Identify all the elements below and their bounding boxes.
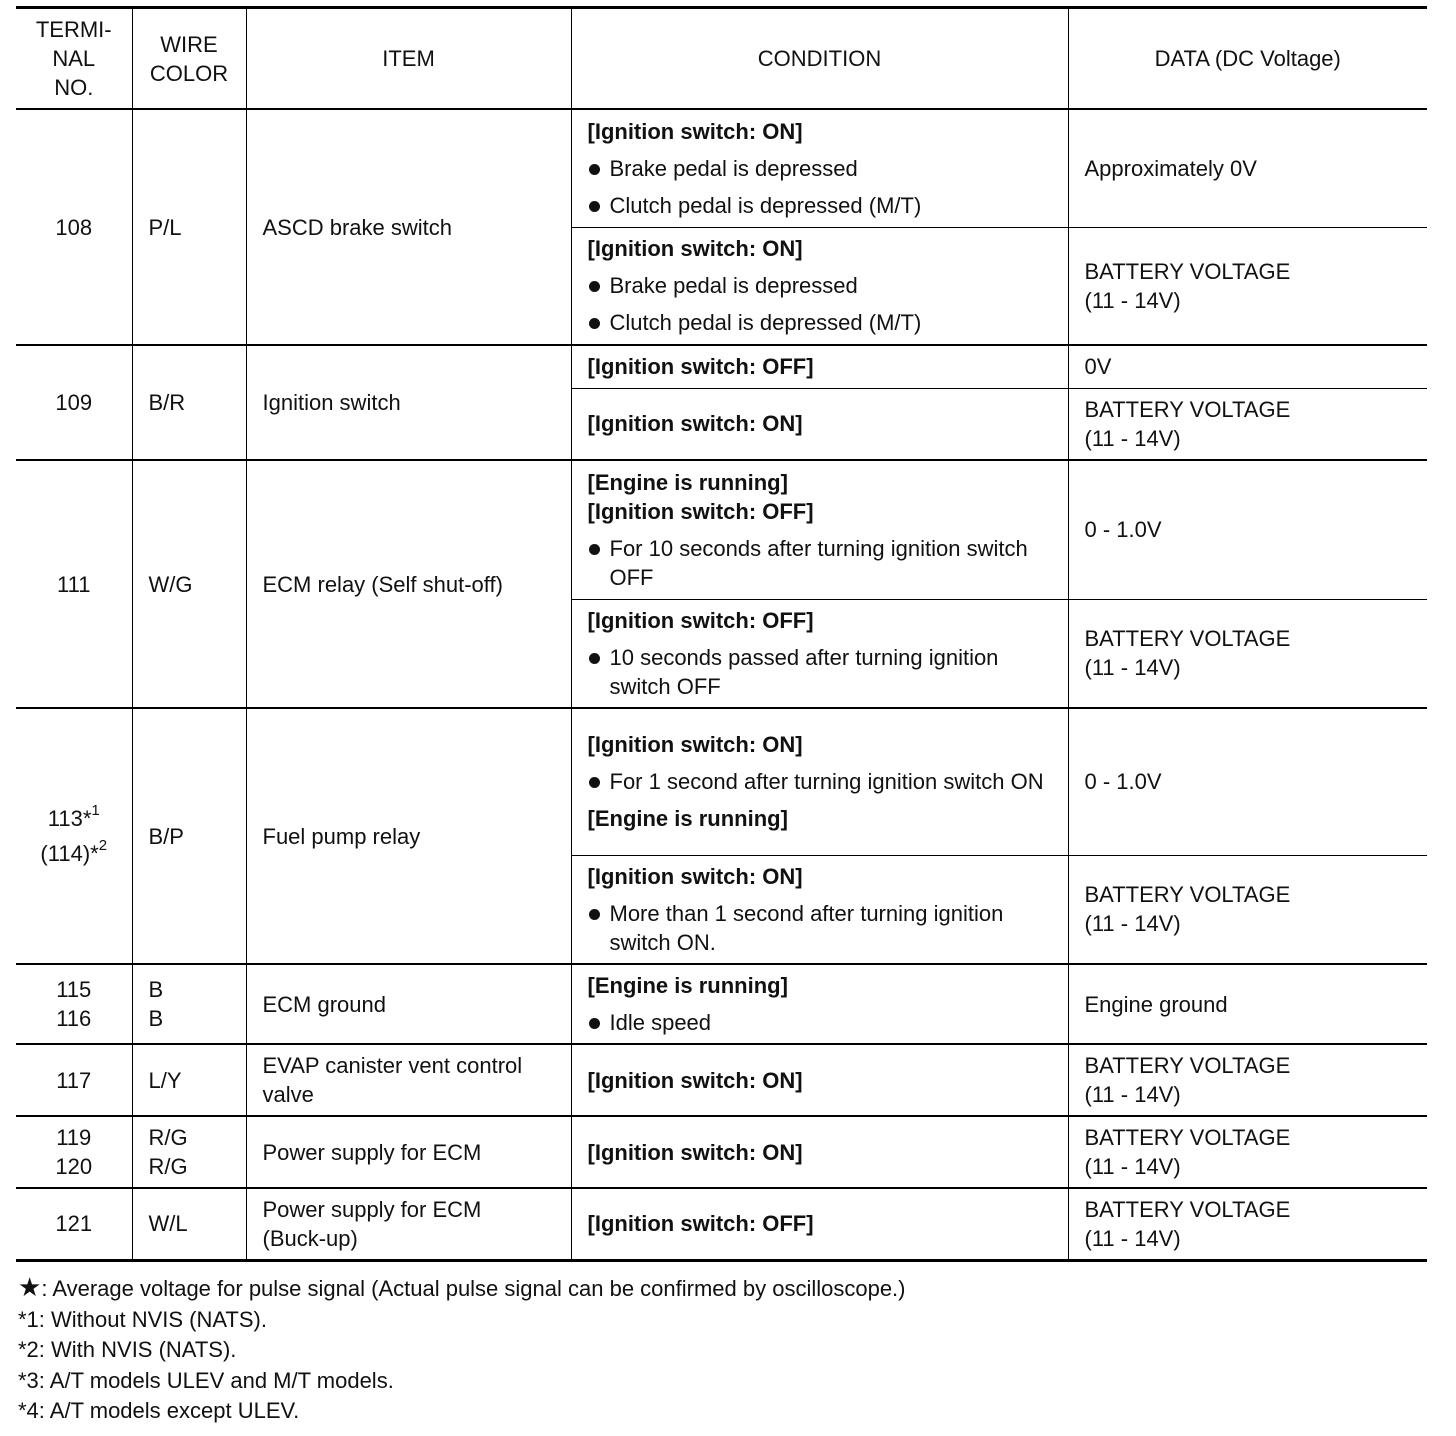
terminal-no: 108 [16, 109, 132, 345]
data-line: (11 - 14V) [1084, 1225, 1181, 1251]
data-value: 0 - 1.0V [1068, 708, 1427, 855]
footnotes [18, 1272, 1418, 1427]
footnote-star [18, 1272, 1418, 1305]
condition-cell [571, 599, 1068, 708]
header-terminal-line2: NAL [52, 46, 96, 71]
condition-bullet: Clutch pedal is depressed (M/T) [588, 191, 1058, 220]
terminal-line: 119 [56, 1125, 92, 1150]
wire-color: W/G [132, 460, 246, 708]
data-value: Engine ground [1068, 964, 1427, 1044]
table-row [16, 1044, 1427, 1116]
condition-cell [571, 109, 1068, 227]
table-row [16, 964, 1427, 1044]
condition-cell [571, 1116, 1068, 1188]
data-value [1068, 227, 1427, 345]
item-line: Power supply for ECM [262, 1196, 482, 1222]
data-value [1068, 1188, 1427, 1260]
terminal-line: 116 [56, 1006, 92, 1031]
condition-cell [571, 345, 1068, 388]
header-condition: CONDITION [571, 8, 1068, 110]
condition-cell [571, 964, 1068, 1044]
condition-heading: [Ignition switch: OFF] [587, 498, 814, 524]
condition-heading: [Engine is running] [587, 806, 788, 832]
condition-bullet: Brake pedal is depressed [588, 271, 1058, 300]
footnote-ref: 1 [91, 801, 100, 819]
item-name: Fuel pump relay [246, 708, 571, 964]
header-wire-color [132, 8, 246, 110]
condition-heading: [Ignition switch: ON] [587, 732, 803, 758]
item-name: EVAP canister vent control valve [246, 1044, 571, 1116]
condition-heading: [Ignition switch: ON] [587, 236, 803, 262]
terminal-no [16, 964, 132, 1044]
condition-heading: [Ignition switch: OFF] [587, 1211, 814, 1237]
condition-heading: [Engine is running] [587, 973, 788, 998]
terminal-no [16, 1116, 132, 1188]
terminal-line [20, 836, 128, 868]
data-line: BATTERY VOLTAGE [1084, 396, 1291, 422]
data-line: (11 - 14V) [1084, 425, 1181, 451]
terminal-text: 113* [47, 806, 92, 831]
table-row [16, 109, 1427, 227]
condition-heading: [Engine is running] [587, 469, 788, 495]
condition-bullet: 10 seconds passed after turning ignition switch OFF [588, 643, 1058, 701]
item-name: ECM ground [246, 964, 571, 1044]
header-wire-line1: WIRE [160, 31, 218, 57]
header-terminal-line1: TERMI- [35, 17, 112, 42]
data-line: (11 - 14V) [1084, 287, 1181, 313]
condition-bullet: Clutch pedal is depressed (M/T) [588, 308, 1058, 337]
condition-heading: [Ignition switch: OFF] [587, 607, 814, 633]
item-name [246, 1188, 571, 1260]
header-item: ITEM [246, 8, 571, 110]
terminal-no: 117 [16, 1044, 132, 1116]
star-icon: ★ [18, 1272, 42, 1302]
data-value: 0V [1068, 345, 1427, 388]
data-line: (11 - 14V) [1084, 911, 1181, 937]
header-wire-line2: COLOR [149, 60, 229, 86]
footnote-3: *3: A/T models ULEV and M/T models. [18, 1367, 394, 1393]
footnote-text: : Average voltage for pulse signal (Actual pulse signal can be confirmed by oscilloscope.) [41, 1276, 906, 1301]
condition-cell [571, 708, 1068, 855]
condition-heading: [Ignition switch: ON] [587, 118, 803, 144]
condition-bullet: For 10 seconds after turning ignition switch OFF [588, 534, 1058, 592]
wire-color-line: B [148, 1006, 164, 1031]
condition-cell [571, 1044, 1068, 1116]
terminal-data-table [16, 6, 1427, 1262]
data-value [1068, 1116, 1427, 1188]
table-row [16, 1116, 1427, 1188]
condition-heading: [Ignition switch: ON] [587, 1067, 803, 1093]
table-row [16, 460, 1427, 599]
table-row [16, 1188, 1427, 1260]
data-value [1068, 599, 1427, 708]
data-value [1068, 855, 1427, 964]
data-line: BATTERY VOLTAGE [1084, 882, 1291, 908]
wire-color-line: R/G [148, 1154, 188, 1179]
condition-cell [571, 388, 1068, 460]
item-name: ASCD brake switch [246, 109, 571, 345]
wire-color: W/L [132, 1188, 246, 1260]
footnote-4: *4: A/T models except ULEV. [18, 1398, 300, 1423]
data-value: Approximately 0V [1068, 109, 1427, 227]
data-value [1068, 388, 1427, 460]
wire-color: P/L [132, 109, 246, 345]
condition-bullet: More than 1 second after turning ignition switch ON. [588, 899, 1058, 957]
item-name: Power supply for ECM [246, 1116, 571, 1188]
condition-cell [571, 1188, 1068, 1260]
wire-color [132, 964, 246, 1044]
header-terminal-line3: NO. [54, 75, 94, 100]
terminal-no: 121 [16, 1188, 132, 1260]
item-name: ECM relay (Self shut-off) [246, 460, 571, 708]
data-line: BATTERY VOLTAGE [1084, 1125, 1291, 1150]
data-line: BATTERY VOLTAGE [1084, 626, 1291, 652]
header-row [16, 8, 1427, 110]
data-value: 0 - 1.0V [1068, 460, 1427, 599]
wire-color: B/R [132, 345, 246, 460]
footnote-1: *1: Without NVIS (NATS). [18, 1306, 267, 1332]
table-row [16, 708, 1427, 855]
condition-heading: [Ignition switch: ON] [587, 863, 803, 889]
footnote-ref: 2 [98, 836, 108, 854]
wire-color [132, 1116, 246, 1188]
condition-bullet: Brake pedal is depressed [588, 154, 1058, 183]
data-line: BATTERY VOLTAGE [1084, 258, 1291, 284]
item-line: (Buck-up) [262, 1225, 358, 1251]
condition-bullet: Idle speed [588, 1008, 1058, 1037]
wire-color: L/Y [132, 1044, 246, 1116]
terminal-line: 120 [55, 1154, 93, 1179]
wire-color: B/P [132, 708, 246, 964]
data-line: (11 - 14V) [1084, 1082, 1181, 1107]
data-line: BATTERY VOLTAGE [1084, 1196, 1291, 1222]
wire-color-line: B [148, 977, 164, 1002]
footnote-2: *2: With NVIS (NATS). [18, 1337, 237, 1362]
terminal-no: 109 [16, 345, 132, 460]
condition-heading: [Ignition switch: ON] [587, 411, 803, 437]
condition-cell [571, 855, 1068, 964]
item-name: Ignition switch [246, 345, 571, 460]
table-row [16, 345, 1427, 388]
terminal-no: 111 [16, 460, 132, 708]
terminal-line: 115 [56, 977, 92, 1002]
wire-color-line: R/G [148, 1125, 188, 1150]
condition-cell [571, 227, 1068, 345]
condition-heading: [Ignition switch: ON] [587, 1139, 803, 1165]
condition-heading: [Ignition switch: OFF] [587, 354, 814, 380]
data-line: BATTERY VOLTAGE [1084, 1053, 1291, 1078]
condition-bullet: For 1 second after turning ignition switch ON [588, 767, 1058, 796]
terminal-no [16, 708, 132, 964]
data-value [1068, 1044, 1427, 1116]
data-line: (11 - 14V) [1084, 1154, 1181, 1179]
header-terminal [16, 8, 132, 110]
terminal-text: (114)* [40, 841, 99, 866]
data-line: (11 - 14V) [1084, 655, 1181, 681]
condition-cell [571, 460, 1068, 599]
terminal-line [20, 801, 128, 833]
header-data: DATA (DC Voltage) [1068, 8, 1427, 110]
